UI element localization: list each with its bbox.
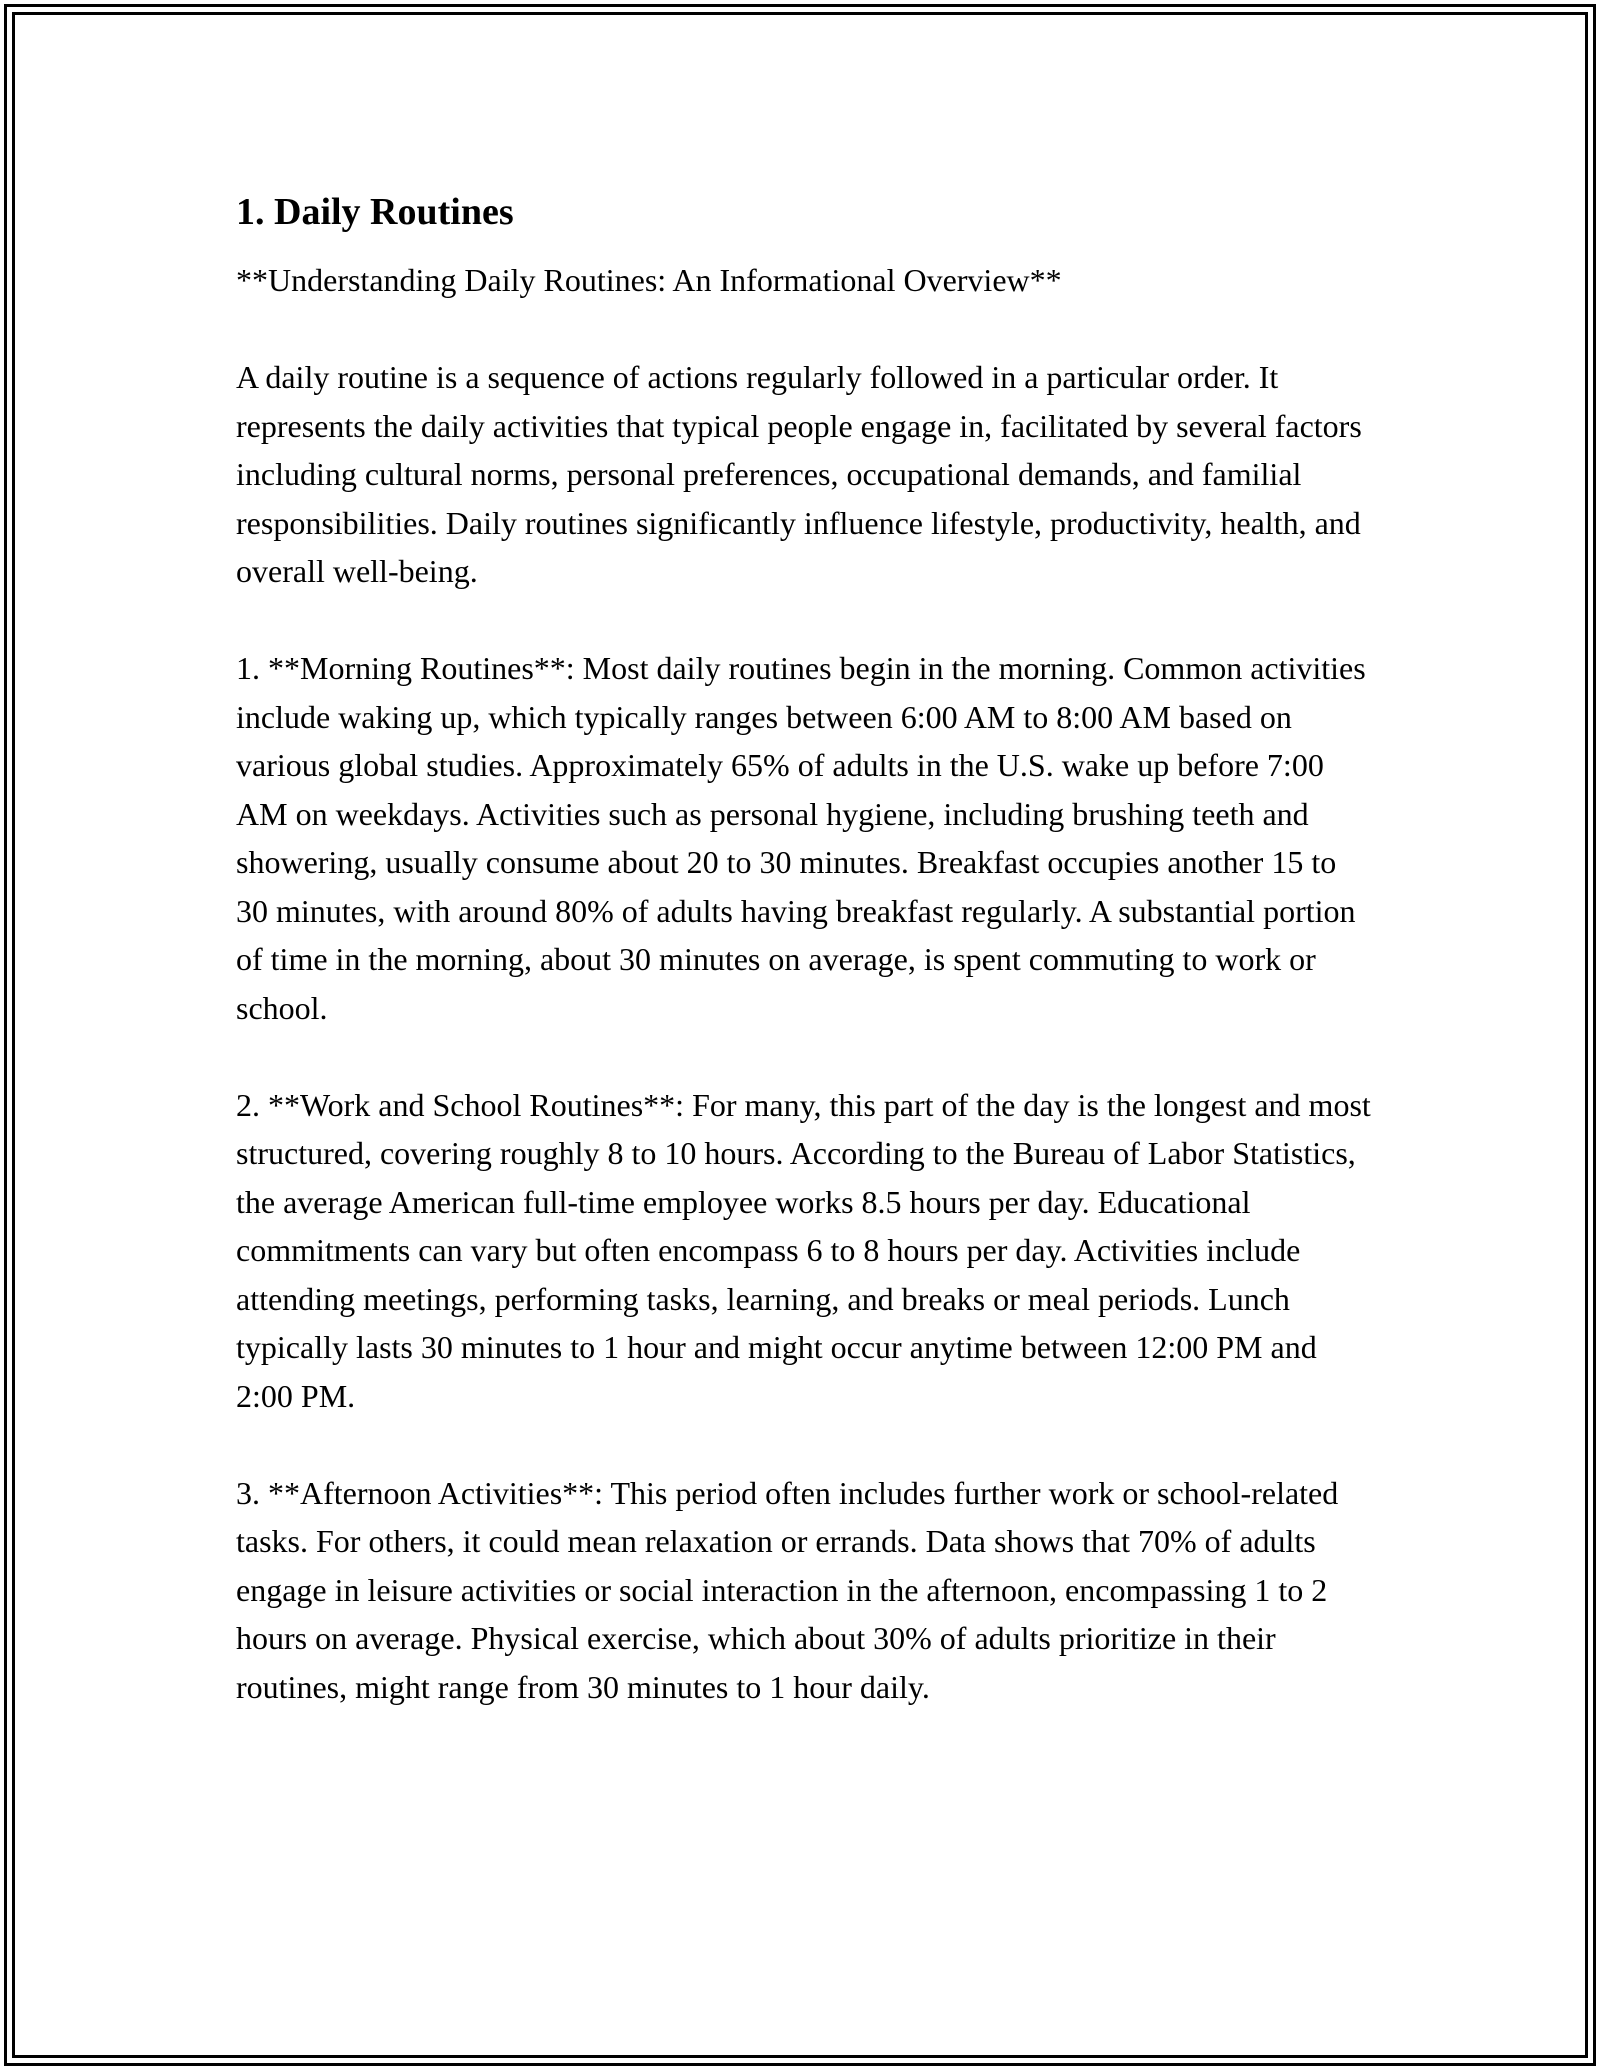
overview-title: **Understanding Daily Routines: An Informational Overview** xyxy=(236,262,1062,298)
document-body xyxy=(236,186,1376,1711)
section-heading: 1. Daily Routines xyxy=(236,191,514,233)
intro-paragraph: A daily routine is a sequence of actions regularly followed in a particular order. It represents the daily activities that typical people engage in, facilitated by several factors including cultural norms, personal preferences, occupational demands, and familial responsibilities. Daily routines significantly influence lifestyle, productivity, health, and overall well-being. xyxy=(236,359,1362,589)
afternoon-activities-paragraph: 3. **Afternoon Activities**: This period often includes further work or school-related tasks. For others, it could mean relaxation or errands. Data shows that 70% of adults engage in leisure activities or social interaction in the afternoon, encompassing 1 to 2 hours on average. Physical exercise, which about 30% of adults prioritize in their routines, might range from 30 minutes to 1 hour daily. xyxy=(236,1474,1339,1705)
morning-routines-paragraph: 1. **Morning Routines**: Most daily routines begin in the morning. Common activities include waking up, which typically ranges between 6:00 AM to 8:00 AM based on various global studies. Approximately 65% of adults in the U.S. wake up before 7:00 AM on weekdays. Activities such as personal hygiene, including brushing teeth and showering, usually consume about 20 to 30 minutes. Breakfast occupies another 15 to 30 minutes, with around 80% of adults having breakfast regularly. A substantial portion of time in the morning, about 30 minutes on average, is spent commuting to work or school. xyxy=(236,650,1366,1026)
work-school-routines-paragraph: 2. **Work and School Routines**: For many, this part of the day is the longest and most structured, covering roughly 8 to 10 hours. According to the Bureau of Labor Statistics, the average American full-time employee works 8.5 hours per day. Educational commitments can vary but often encompass 6 to 8 hours per day. Activities include attending meetings, performing tasks, learning, and breaks or meal periods. Lunch typically lasts 30 minutes to 1 hour and might occur anytime between 12:00 PM and 2:00 PM. xyxy=(236,1086,1371,1414)
